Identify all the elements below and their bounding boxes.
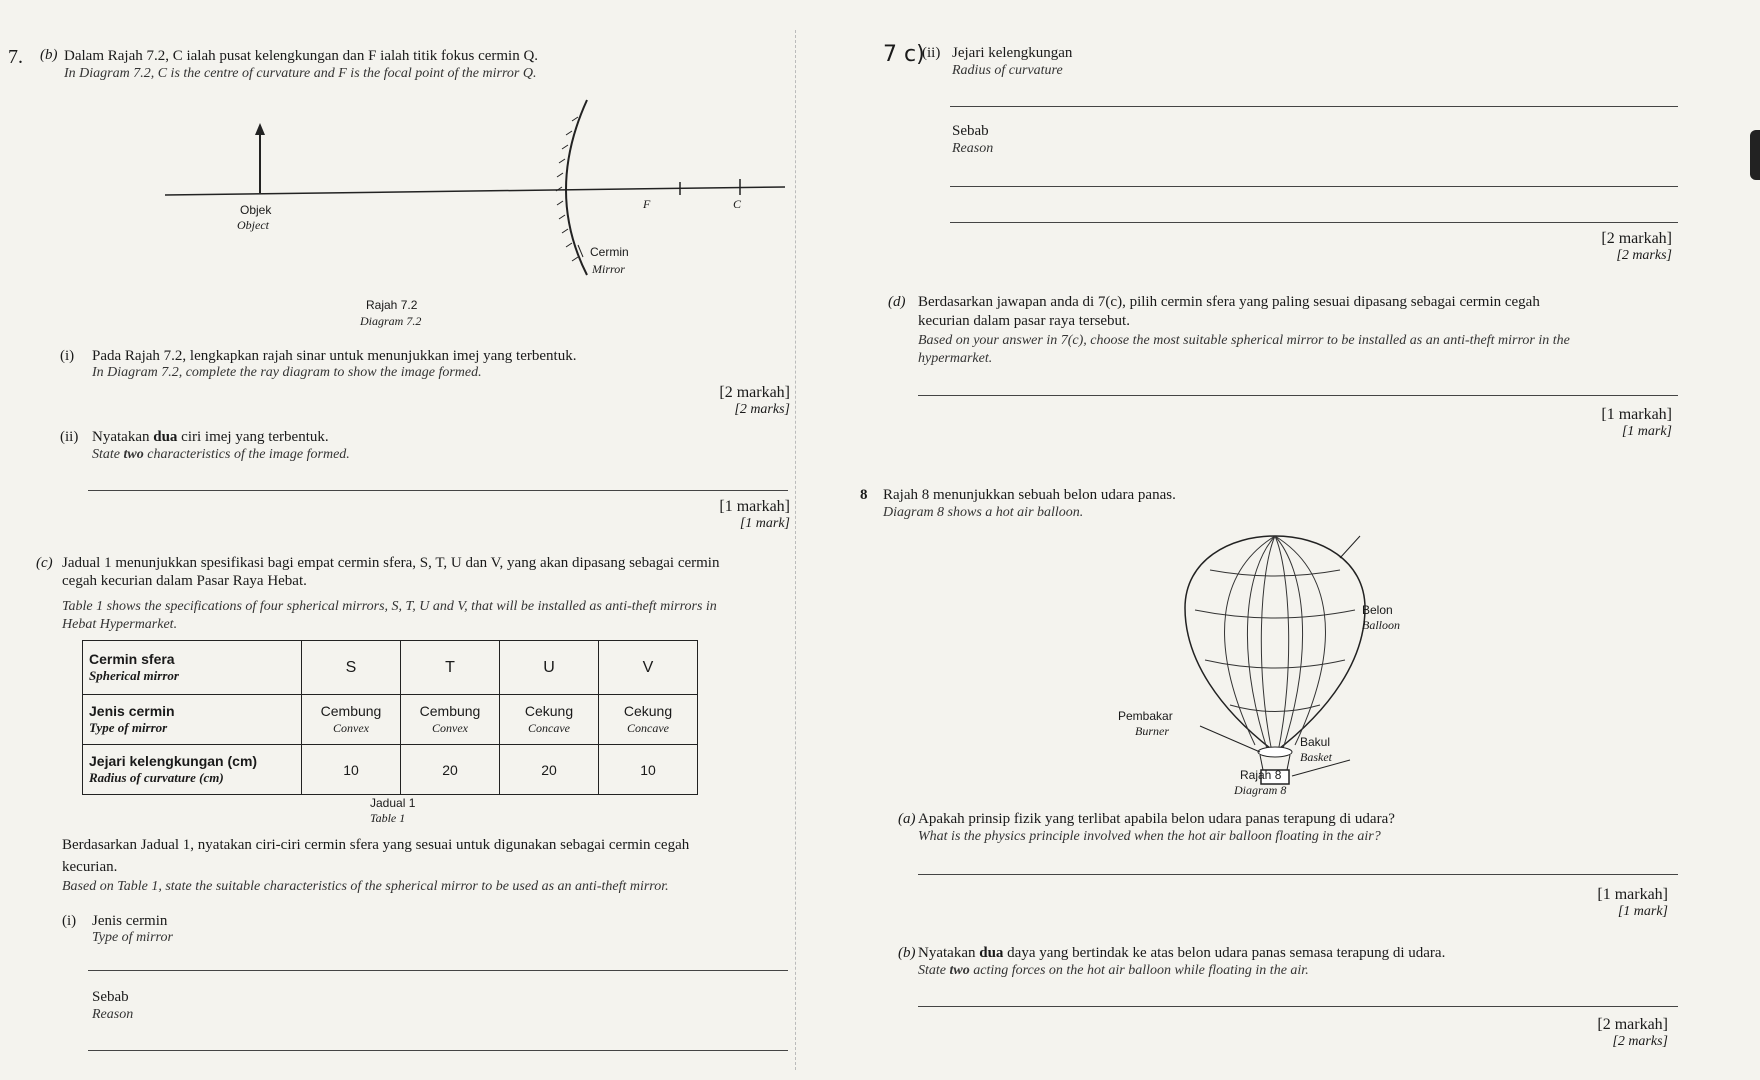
q7cii-reason-en: Reason [952, 141, 994, 156]
q8b-en-post: acting forces on the hot air balloon while floating in the air. [969, 963, 1309, 978]
balloon-envelope [1185, 536, 1365, 752]
q7c-en-line2: Hebat Hypermarket. [62, 617, 178, 632]
row2-ms: Jejari kelengkungan (cm) [89, 753, 258, 769]
diagram-8-balloon [1150, 530, 1530, 790]
q7bi-mark-en: [2 marks] [734, 402, 790, 417]
type-u-en: Concave [528, 721, 570, 735]
q7b-text-ms: Dalam Rajah 7.2, C ialah pusat kelengkungan dan F ialah titik fokus cermin Q. [64, 48, 539, 64]
f-label: F [643, 197, 651, 211]
q7c-en-line1: Table 1 shows the specifications of four spherical mirrors, S, T, U and V, that will be installed as anti-theft mirrors in [62, 599, 717, 614]
type-v [599, 695, 698, 745]
table-1-caption-en: Table 1 [370, 811, 406, 825]
q7ci-answer-line[interactable] [88, 970, 788, 971]
column-v: V [599, 641, 698, 695]
type-u [500, 695, 599, 745]
table-row [83, 745, 698, 795]
radius-u: 20 [500, 745, 599, 795]
q7bii-en-bold: two [123, 447, 144, 462]
header-en: Spherical mirror [89, 668, 179, 683]
q7d-mark-en: [1 mark] [1621, 424, 1672, 439]
q8b-marks [1528, 1016, 1668, 1050]
q8a-text-ms: Apakah prinsip fizik yang terlibat apabila belon udara panas terapung di udara? [918, 811, 1395, 827]
burner-pointer [1200, 726, 1260, 752]
basket-label-ms: Bakul [1300, 735, 1331, 749]
q7ci-reason-line[interactable] [88, 1050, 788, 1051]
q7bi-marks [650, 384, 790, 418]
q7d-mark-ms: [1 markah] [1601, 406, 1672, 423]
diagram-8-caption-en: Diagram 8 [1234, 783, 1287, 797]
diagram-7-2 [150, 95, 790, 290]
type-u-ms: Cekung [524, 703, 574, 719]
q8a-text-en: What is the physics principle involved when the hot air balloon floating in the air? [918, 829, 1381, 844]
q7d-ms-line2: kecurian dalam pasar raya tersebut. [918, 313, 1130, 329]
q8b-ms-bold: dua [979, 945, 1004, 961]
q7c-prompt-ms-line1: Berdasarkan Jadual 1, nyatakan ciri-ciri cermin sfera yang sesuai untuk digunakan sebagai cermin cegah [62, 837, 690, 853]
mirror-label-en: Mirror [592, 262, 625, 276]
q7ci-label: (i) [62, 913, 77, 929]
q7bii-mark-en: [1 mark] [739, 516, 790, 531]
q7ci-reason-en: Reason [92, 1007, 134, 1022]
q7bii-label: (ii) [60, 429, 79, 445]
type-s-en: Convex [333, 721, 369, 735]
q7d-ms-line1: Berdasarkan jawapan anda di 7(c), pilih cermin sfera yang paling sesuai dipasang sebagai cermin cegah [918, 294, 1540, 310]
q7bii-text-en [92, 446, 350, 463]
q7b-text-en: In Diagram 7.2, C is the centre of curvature and F is the focal point of the mirror Q. [64, 66, 537, 81]
q7bi-label: (i) [60, 348, 75, 364]
concave-mirror [566, 100, 587, 275]
q8b-text-ms [918, 944, 1445, 962]
q7c-prompt-ms-line2: kecurian. [62, 859, 118, 875]
basket-label-en: Basket [1300, 750, 1332, 764]
q7cii-reason-ms: Sebab [952, 123, 989, 139]
q7c-ms-line2: cegah kecurian dalam Pasar Raya Hebat. [62, 573, 307, 589]
q8b-mark-ms: [2 markah] [1597, 1016, 1668, 1033]
burner [1258, 747, 1292, 757]
q7cii-handwritten-label: 7 c) [883, 42, 925, 67]
q8b-label: (b) [898, 945, 916, 961]
q7cii-reason-line-1[interactable] [950, 186, 1678, 187]
q8-text-en: Diagram 8 shows a hot air balloon. [883, 505, 1084, 520]
column-s: S [302, 641, 401, 695]
q7cii-sub-label: (ii) [922, 45, 941, 61]
q8a-mark-en: [1 mark] [1617, 904, 1668, 919]
type-v-ms: Cekung [623, 703, 673, 719]
q8a-marks [1528, 886, 1668, 920]
q7d-answer-line[interactable] [918, 395, 1678, 396]
q7d-marks [1532, 406, 1672, 440]
q8b-answer-line[interactable] [918, 1006, 1678, 1007]
balloon-label-ms: Belon [1362, 603, 1393, 617]
q8b-en-pre: State [918, 963, 950, 978]
column-t: T [401, 641, 500, 695]
q7cii-reason-line-2[interactable] [950, 222, 1678, 223]
balloon-gores [1195, 536, 1355, 752]
object-label-en: Object [237, 218, 269, 232]
header-ms: Cermin sfera [89, 651, 175, 667]
q7cii-mark-ms: [2 markah] [1601, 230, 1672, 247]
table-row [83, 695, 698, 745]
object-arrow-head [255, 123, 265, 135]
q7c-ms-line1: Jadual 1 menunjukkan spesifikasi bagi empat cermin sfera, S, T, U dan V, yang akan dipasang sebagai cermin [62, 555, 720, 571]
q7cii-answer-line[interactable] [950, 106, 1678, 107]
q7bii-marks [650, 498, 790, 532]
row-radius-head [83, 745, 302, 795]
q7c-label: (c) [36, 555, 53, 571]
q8b-en-bold: two [949, 963, 970, 978]
q7bi-text-ms: Pada Rajah 7.2, lengkapkan rajah sinar untuk menunjukkan imej yang terbentuk. [92, 348, 577, 364]
q7cii-text-en: Radius of curvature [952, 63, 1063, 78]
q8b-ms-post: daya yang bertindak ke atas belon udara panas semasa terapung di udara. [1003, 945, 1446, 961]
diagram-8-caption-ms: Rajah 8 [1240, 768, 1282, 782]
q7ci-reason-ms: Sebab [92, 989, 129, 1005]
row1-en: Type of mirror [89, 720, 168, 735]
table-1-specifications [82, 640, 698, 795]
principal-axis [165, 187, 785, 195]
type-s-ms: Cembung [320, 703, 382, 719]
row2-en: Radius of curvature (cm) [89, 770, 224, 785]
q7bii-ms-post: ciri imej yang terbentuk. [177, 429, 329, 445]
q7cii-marks [1532, 230, 1672, 264]
q7bii-ms-pre: Nyatakan [92, 429, 154, 445]
row1-ms: Jenis cermin [89, 703, 175, 719]
rope-right [1287, 755, 1290, 770]
q8-text-ms: Rajah 8 menunjukkan sebuah belon udara panas. [883, 487, 1176, 503]
q7bii-en-post: characteristics of the image formed. [143, 447, 350, 462]
binder-tab [1750, 130, 1760, 180]
q7bi-mark-ms: [2 markah] [719, 384, 790, 401]
q8a-label: (a) [898, 811, 916, 827]
q8b-ms-pre: Nyatakan [918, 945, 980, 961]
type-s [302, 695, 401, 745]
q7cii-text-ms: Jejari kelengkungan [952, 45, 1073, 61]
burner-label-en: Burner [1135, 724, 1169, 738]
burner-label-ms: Pembakar [1118, 709, 1173, 723]
question-8-number: 8 [860, 487, 868, 503]
table-header-cell [83, 641, 302, 695]
q7bi-text-en: In Diagram 7.2, complete the ray diagram to show the image formed. [92, 365, 482, 380]
page-fold [795, 30, 796, 1070]
q7bii-answer-line[interactable] [88, 490, 788, 491]
q7ci-text-en: Type of mirror [92, 930, 173, 945]
radius-s: 10 [302, 745, 401, 795]
c-label: C [733, 197, 742, 211]
mirror-label-ms: Cermin [590, 245, 629, 259]
q8b-mark-en: [2 marks] [1612, 1034, 1668, 1049]
q7d-label: (d) [888, 294, 906, 310]
part-b-label: (b) [40, 47, 58, 63]
balloon-pointer [1340, 536, 1360, 558]
radius-t: 20 [401, 745, 500, 795]
q7d-en-line2: hypermarket. [918, 351, 993, 366]
row-type-head [83, 695, 302, 745]
type-t-ms: Cembung [419, 703, 481, 719]
q7bii-mark-ms: [1 markah] [719, 498, 790, 515]
radius-v: 10 [599, 745, 698, 795]
q7c-prompt-en: Based on Table 1, state the suitable characteristics of the spherical mirror to be used as an anti-theft mirror. [62, 879, 669, 894]
balloon-label-en: Balloon [1362, 618, 1400, 632]
q7ci-text-ms: Jenis cermin [92, 913, 168, 929]
type-t [401, 695, 500, 745]
q8b-text-en [918, 962, 1309, 979]
diagram-7-2-caption-ms: Rajah 7.2 [366, 298, 418, 312]
diagram-7-2-caption-en: Diagram 7.2 [360, 314, 422, 328]
object-label-ms: Objek [240, 203, 272, 217]
q8a-mark-ms: [1 markah] [1597, 886, 1668, 903]
q7cii-mark-en: [2 marks] [1616, 248, 1672, 263]
type-t-en: Convex [432, 721, 468, 735]
question-7-number: 7. [8, 46, 23, 68]
q8a-answer-line[interactable] [918, 874, 1678, 875]
q7d-en-line1: Based on your answer in 7(c), choose the most suitable spherical mirror to be installed as an anti-theft mirror in the [918, 333, 1570, 348]
q7bii-ms-bold: dua [153, 429, 178, 445]
type-v-en: Concave [627, 721, 669, 735]
table-1-caption-ms: Jadual 1 [370, 796, 416, 810]
table-header-row [83, 641, 698, 695]
column-u: U [500, 641, 599, 695]
q7bii-en-pre: State [92, 447, 124, 462]
q7bii-text-ms [92, 428, 329, 446]
